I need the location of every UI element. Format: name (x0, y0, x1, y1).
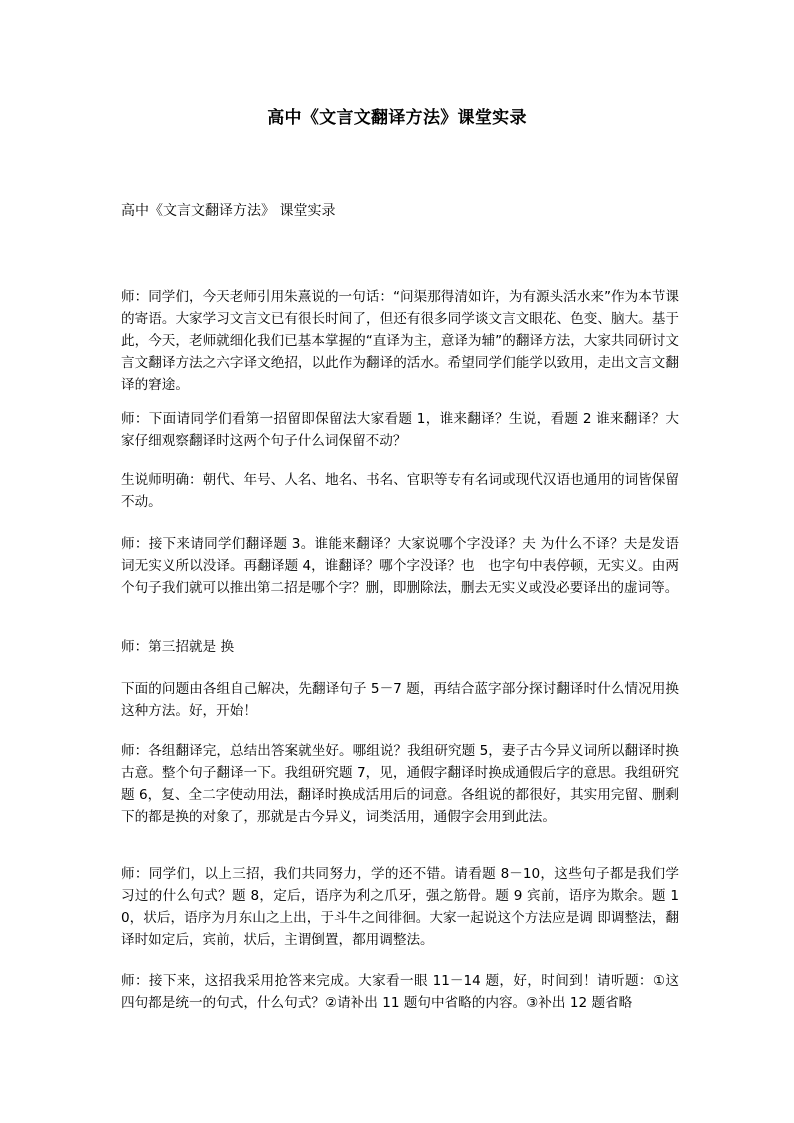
paragraph-3: 生说师明确：朝代、年号、人名、地名、书名、官职等专有名词或现代汉语也通用的词皆保留不动。 (121, 472, 679, 510)
document-subtitle: 高中《文言文翻译方法》 课堂实录 (121, 203, 336, 219)
paragraph-9: 师：接下来，这招我采用抢答来完成。大家看一眼 11－14 题，好，时间到！请听题：①这四句都是统一的句式，什么句式？②请补出 11 题句中省略的内容。③补出 12 题省略 (121, 973, 679, 1011)
paragraph-5: 师：第三招就是 换 (121, 639, 235, 655)
document-title: 高中《文言文翻译方法》课堂实录 (267, 108, 527, 128)
paragraph-6: 下面的问题由各组自己解决，先翻译句子 5－7 题，再结合蓝字部分探讨翻译时什么情况用换这种方法。好，开始！ (121, 681, 679, 719)
paragraph-2: 师：下面请同学们看第一招留即保留法大家看题 1，谁来翻译？生说，看题 2 谁来翻译？大家仔细观察翻译时这两个句子什么词保留不动？ (121, 411, 679, 449)
paragraph-4: 师：接下来请同学们翻译题 3。谁能来翻译？大家说哪个字没译？夫 为什么不译？夫是发语词无实义所以没译。再翻译题 4，谁翻译？哪个字没译？也 也字句中表停顿，无实义。由两个句子我们就可以推出第二招是哪个字？删，即删除法，删去无实义或没必要译出的虚词等。 (121, 536, 679, 596)
paragraph-1: 师：同学们，今天老师引用朱熹说的一句话：“问渠那得清如许，为有源头活水来”作为本节课的寄语。大家学习文言文已有很长时间了，但还有很多同学谈文言文眼花、色变、脑大。基于此，今天，老师就细化我们已基本掌握的“直译为主，意译为辅”的翻译方法，大家共同研讨文言文翻译方法之六字译文绝招，以此作为翻译的活水。希望同学们能学以致用，走出文言文翻译的窘途。 (121, 289, 679, 393)
paragraph-7: 师：各组翻译完，总结出答案就坐好。哪组说？我组研究题 5，妻子古今异义词所以翻译时换古意。整个句子翻译一下。我组研究题 7，见，通假字翻译时换成通假后字的意思。我组研究题 6，复、全二字使动用法，翻译时换成活用后的词意。各组说的都很好，其实用完留、删剩下的都是换的对象了，那就是古今异义，词类活用，通假字会用到此法。 (121, 743, 679, 825)
paragraph-8: 师：同学们，以上三招，我们共同努力，学的还不错。请看题 8－10，这些句子都是我们学习过的什么句式？题 8，定后，语序为利之爪牙，强之筋骨。题 9 宾前，语序为欺余。题 10，状后，语序为月东山之上出，于斗牛之间徘徊。大家一起说这个方法应是调 即调整法，翻译时如定后，宾前，状后，主谓倒置，都用调整法。 (121, 866, 679, 948)
